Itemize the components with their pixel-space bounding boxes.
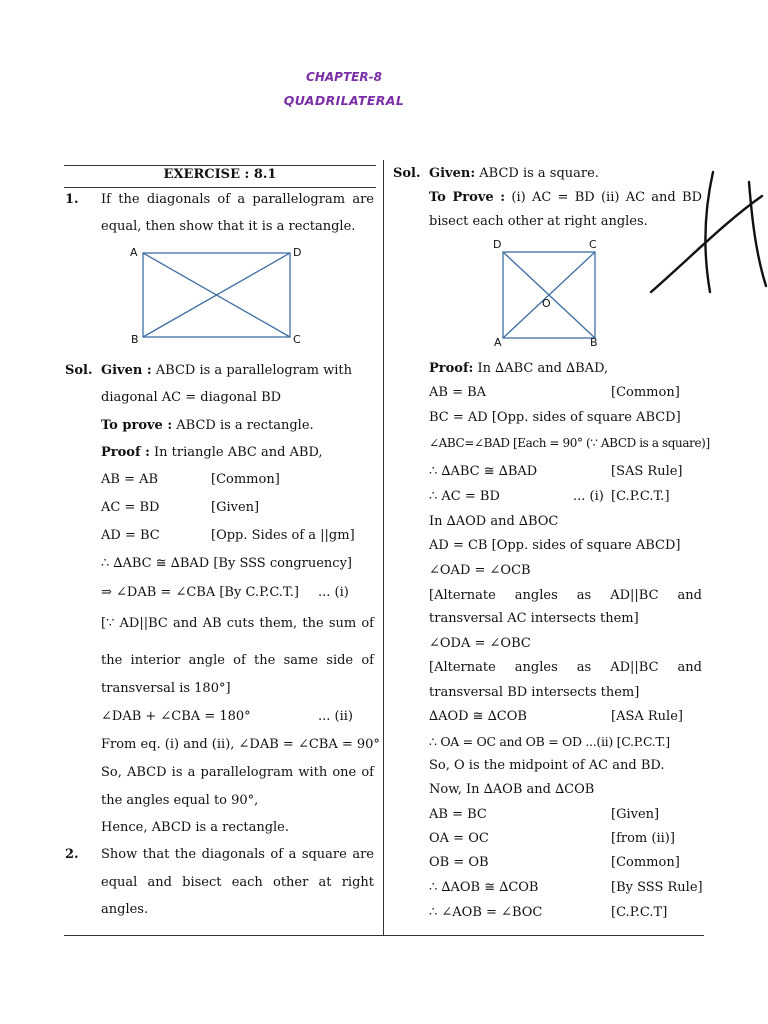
sol1-r1b: [Common]: [211, 472, 280, 487]
toprove-label-2: To Prove :: [429, 190, 506, 205]
sol1-r9b: ... (ii): [318, 709, 353, 724]
sol1-r3b: [Opp. Sides of a ||gm]: [211, 528, 355, 543]
sol2-l22b: [C.P.C.T]: [611, 905, 668, 920]
chapter-label: CHAPTER-8: [306, 70, 382, 84]
sol1-r9a: ∠DAB + ∠CBA = 180°: [101, 709, 251, 724]
sol1-proof: [101, 444, 323, 462]
sol2-l17: Now, In ∆AOB and ∆COB: [429, 782, 595, 797]
sol1-r3a: AD = BC: [101, 528, 160, 543]
sol2-l4b: [SAS Rule]: [611, 464, 683, 479]
fig2-label-a: A: [494, 336, 502, 349]
sol2-l20b: [Common]: [611, 855, 680, 870]
sol1-r8: transversal is 180°]: [101, 681, 231, 696]
proof-text: In triangle ABC and ABD,: [149, 445, 323, 460]
fig1-label-d: D: [293, 246, 302, 259]
fig1-label-a: A: [130, 246, 138, 259]
sol2-proof: [429, 360, 608, 378]
sol2-l19b: [from (ii)]: [611, 831, 675, 846]
sol2-l10: transversal AC intersects them]: [429, 611, 639, 626]
fig1-label-b: B: [131, 333, 139, 346]
sol2-l18b: [Given]: [611, 807, 660, 822]
q1-number: 1.: [65, 192, 79, 207]
sol2-l21a: ∴ ∆AOB ≅ ∆COB: [429, 880, 539, 895]
bottom-rule: [64, 935, 704, 936]
sol2-l15: ∴ OA = OC and OB = OD ...(ii) [C.P.C.T.]: [429, 734, 670, 749]
given-text-2: ABCD is a square.: [475, 166, 599, 181]
sol2-toprove2: bisect each other at right angles.: [429, 214, 648, 229]
sol1-given2: diagonal AC = diagonal BD: [101, 390, 282, 405]
toprove-label: To prove :: [101, 418, 173, 433]
exercise-rule: [64, 187, 376, 188]
given-label: Given :: [101, 363, 152, 378]
fig2-label-o: O: [542, 297, 551, 310]
sol1-r2a: AC = BD: [101, 500, 160, 515]
sol2-l11: ∠ODA = ∠OBC: [429, 636, 531, 651]
sol2-l5c: ... (i): [573, 489, 604, 504]
sol1-r7: the interior angle of the same side of: [101, 653, 374, 668]
sol2-given: [429, 165, 599, 183]
sol2-l18a: AB = BC: [429, 807, 487, 822]
sol1-toprove: [101, 417, 314, 435]
sol2-l1a: AB = BA: [429, 385, 487, 400]
sol1-r4: ∴ ∆ABC ≅ ∆BAD [By SSS congruency]: [101, 556, 352, 571]
sol2-l4a: ∴ ∆ABC ≅ ∆BAD: [429, 464, 538, 479]
sol1-label: Sol.: [65, 363, 93, 378]
sol2-l14a: ∆AOD ≅ ∆COB: [429, 709, 527, 724]
chapter-title: QUADRILATERAL: [283, 93, 405, 108]
toprove-text: ABCD is a rectangle.: [172, 418, 314, 433]
sol2-l1b: [Common]: [611, 385, 680, 400]
fig2-label-b: B: [590, 336, 598, 349]
sol2-l6: In ∆AOD and ∆BOC: [429, 514, 559, 529]
sol2-label: Sol.: [393, 166, 421, 181]
q2-line1: Show that the diagonals of a square are: [101, 847, 374, 862]
q1-line2: equal, then show that it is a rectangle.: [101, 219, 356, 234]
sol1-r5b: ... (i): [318, 585, 349, 600]
sol1-r5a: ⇒ ∠DAB = ∠CBA [By C.P.C.T.]: [101, 585, 299, 600]
sol1-r6: [∵ AD||BC and AB cuts them, the sum of: [101, 616, 374, 631]
sol2-l7: AD = CB [Opp. sides of square ABCD]: [429, 538, 681, 553]
q2-line2: equal and bisect each other at right: [101, 875, 374, 890]
q1-line1: If the diagonals of a parallelogram are: [101, 192, 374, 207]
sol2-l9: [Alternate angles as AD||BC and: [429, 588, 702, 603]
sol2-l3: ∠ABC=∠BAD [Each = 90° (∵ ABCD is a square)]: [429, 436, 710, 450]
sol2-l2: BC = AD [Opp. sides of square ABCD]: [429, 410, 681, 425]
toprove-text-2: (i) AC = BD (ii) AC and BD: [505, 190, 703, 205]
sol2-l21b: [By SSS Rule]: [611, 880, 703, 895]
fig2-label-d: D: [493, 238, 502, 251]
sol2-l5b: [C.P.C.T.]: [611, 489, 670, 504]
sol2-l12: [Alternate angles as AD||BC and: [429, 660, 702, 675]
sol1-r2b: [Given]: [211, 500, 260, 515]
fig2-label-c: C: [589, 238, 597, 251]
sol1-r12: the angles equal to 90°,: [101, 793, 259, 808]
given-label-2: Given:: [429, 166, 476, 181]
sol2-l22a: ∴ ∠AOB = ∠BOC: [429, 905, 543, 920]
sol2-l8: ∠OAD = ∠OCB: [429, 563, 531, 578]
sol2-toprove: [429, 189, 702, 207]
sol2-l13: transversal BD intersects them]: [429, 685, 640, 700]
proof-label-2: Proof:: [429, 361, 474, 376]
fig1-label-c: C: [293, 333, 301, 346]
sol2-l19a: OA = OC: [429, 831, 489, 846]
handwritten-scribble: [0, 0, 1, 1]
sol2-l5a: ∴ AC = BD: [429, 489, 500, 504]
sol2-l20a: OB = OB: [429, 855, 489, 870]
sol1-r1a: AB = AB: [101, 472, 159, 487]
proof-label: Proof :: [101, 445, 150, 460]
sol1-r10: From eq. (i) and (ii), ∠DAB = ∠CBA = 90°: [101, 737, 380, 752]
column-divider: [383, 160, 384, 936]
q2-line3: angles.: [101, 902, 149, 917]
sol2-l14b: [ASA Rule]: [611, 709, 683, 724]
sol1-r11: So, ABCD is a parallelogram with one of: [101, 765, 374, 780]
sol1-r13: Hence, ABCD is a rectangle.: [101, 820, 290, 835]
given-text: ABCD is a parallelogram with: [151, 363, 352, 378]
exercise-heading: EXERCISE : 8.1: [163, 167, 277, 182]
proof-text-2: In ∆ABC and ∆BAD,: [473, 361, 609, 376]
sol2-l16: So, O is the midpoint of AC and BD.: [429, 758, 665, 773]
sol1-given: [101, 362, 352, 380]
q2-number: 2.: [65, 847, 79, 862]
